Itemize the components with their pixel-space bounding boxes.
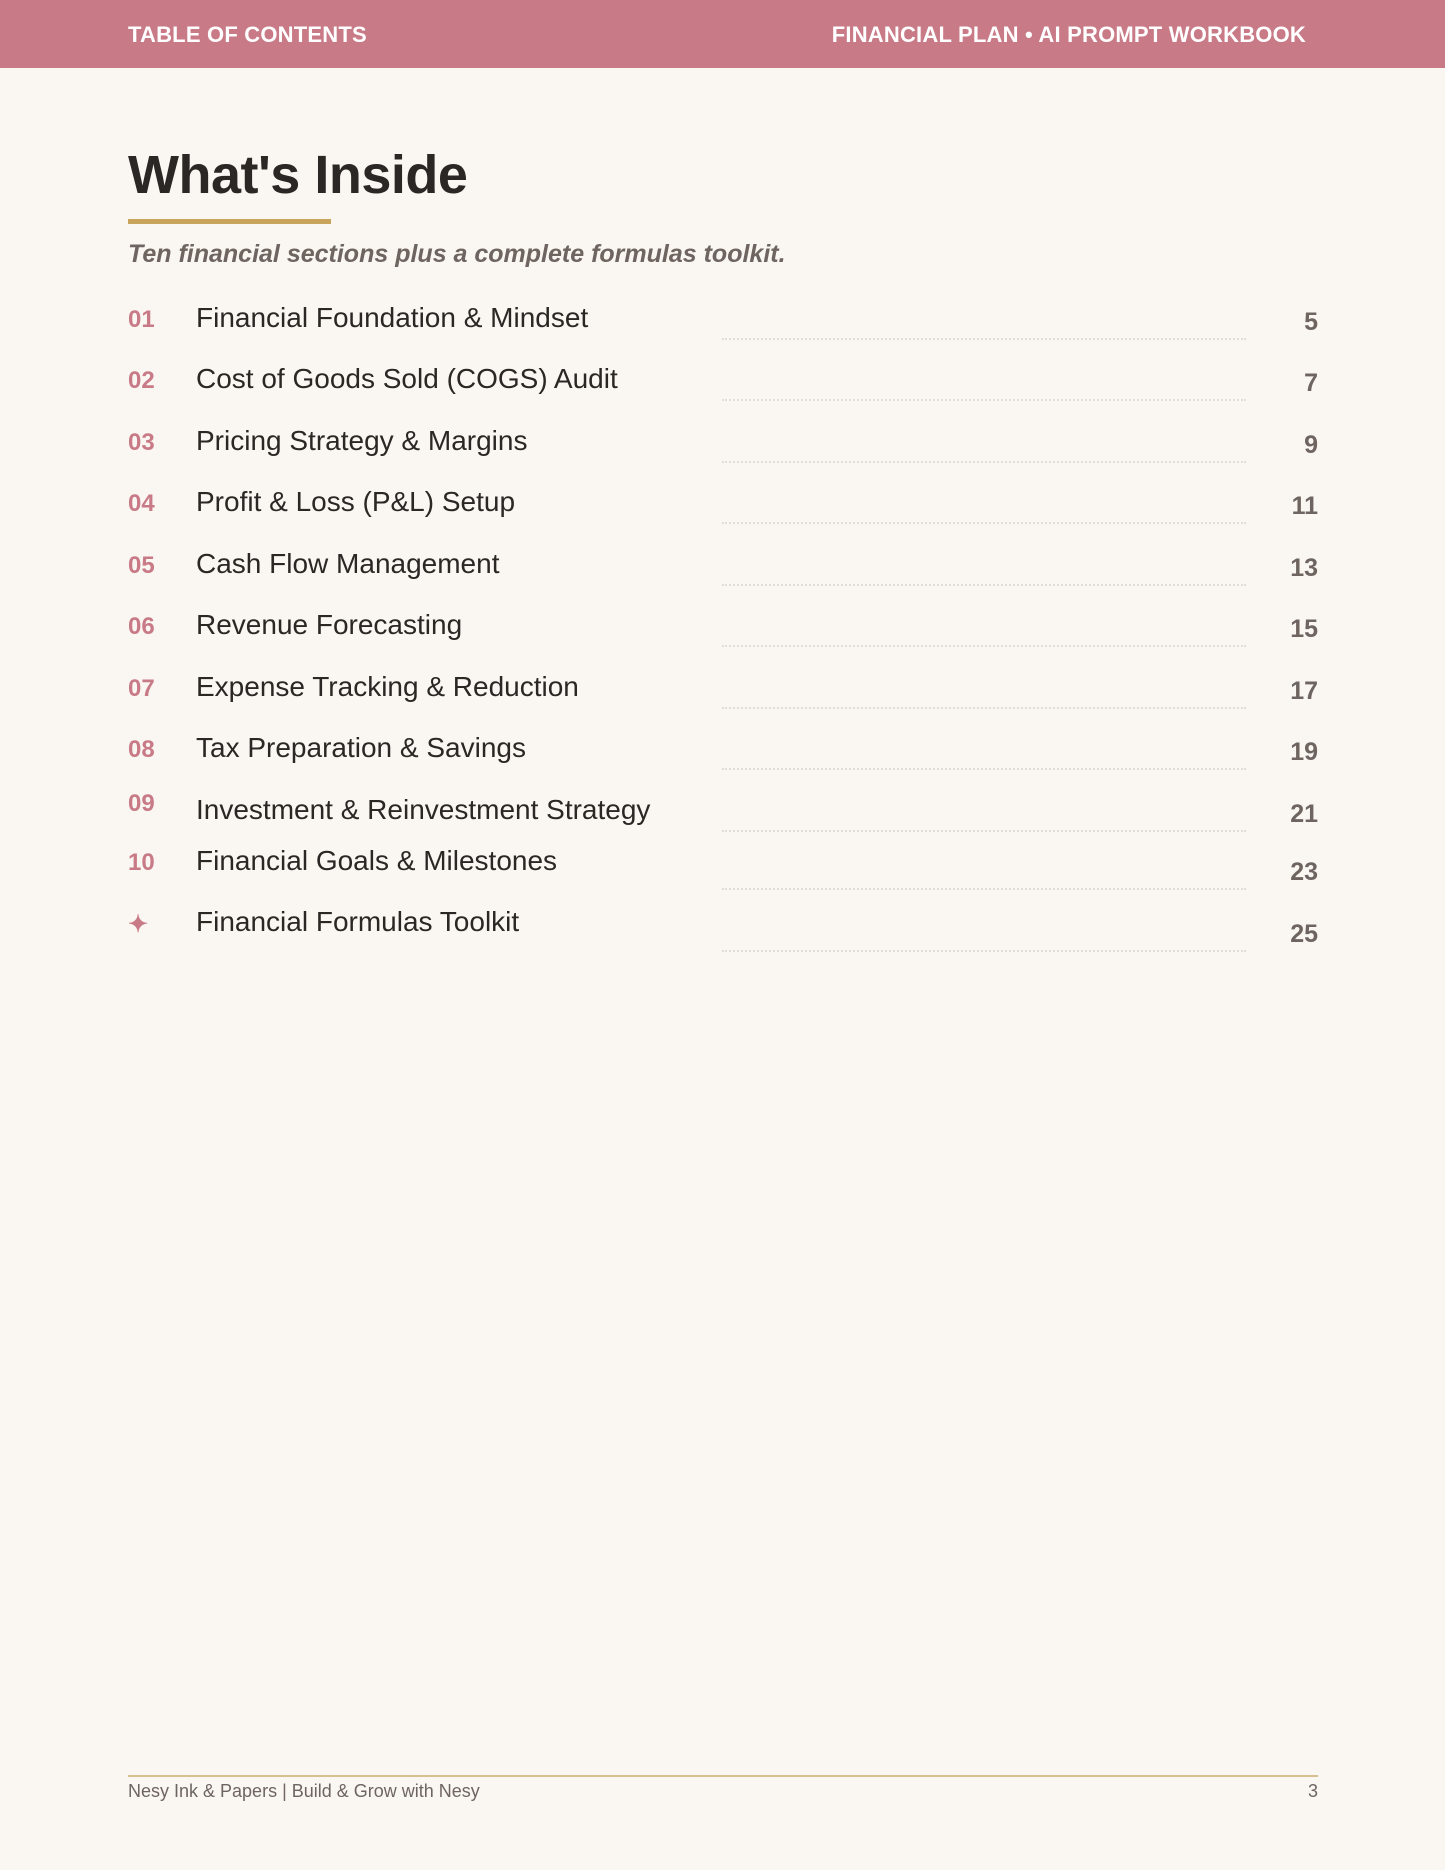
toc-entry-07[interactable] xyxy=(128,671,1318,721)
sparkle-icon: ✦ xyxy=(128,911,149,938)
dotted-leader xyxy=(722,707,1246,709)
toc-entry-number: 05 xyxy=(128,552,155,579)
toc-entry-title: Cost of Goods Sold (COGS) Audit xyxy=(196,363,618,394)
toc-entry-title: Financial Formulas Toolkit xyxy=(196,906,520,937)
toc-entry-number: 07 xyxy=(128,675,155,702)
toc-entry-number: 06 xyxy=(128,613,155,640)
toc-entry-page: 7 xyxy=(1304,369,1318,397)
toc-entry-number: 10 xyxy=(128,849,155,876)
toc-entry-title: Investment & Reinvestment Strategy xyxy=(196,794,651,825)
toc-entry-10[interactable] xyxy=(128,845,1318,895)
toc-entry-title: Tax Preparation & Savings xyxy=(196,732,526,763)
footer-page-number: 3 xyxy=(1307,1781,1318,1801)
toc-entry-page: 13 xyxy=(1290,554,1318,582)
toc-entry-number: 09 xyxy=(128,790,155,817)
toc-entry-number: 02 xyxy=(128,367,155,394)
dotted-leader xyxy=(722,888,1246,890)
dotted-leader xyxy=(722,768,1246,770)
toc-entry-toolkit[interactable] xyxy=(128,906,1318,956)
toc-entry-title: Revenue Forecasting xyxy=(196,609,463,640)
toc-entry-number: 04 xyxy=(128,490,155,517)
toc-entry-02[interactable] xyxy=(128,363,1318,413)
toc-entry-04[interactable] xyxy=(128,486,1318,536)
toc-entry-01[interactable] xyxy=(128,302,1318,352)
toc-entry-page: 5 xyxy=(1304,308,1318,336)
toc-entry-page: 19 xyxy=(1290,738,1318,766)
page-title: What's Inside xyxy=(128,145,468,205)
dotted-leader xyxy=(722,584,1246,586)
dotted-leader xyxy=(722,830,1246,832)
toc-entry-title: Expense Tracking & Reduction xyxy=(196,671,579,702)
dotted-leader xyxy=(722,950,1246,952)
toc-entry-title: Pricing Strategy & Margins xyxy=(196,425,528,456)
toc-entry-page: 25 xyxy=(1290,920,1318,948)
section-label: TABLE OF CONTENTS xyxy=(128,22,367,47)
toc-entry-page: 23 xyxy=(1290,858,1318,886)
toc-entry-page: 17 xyxy=(1290,677,1318,705)
toc-entry-05[interactable] xyxy=(128,548,1318,598)
toc-entry-title: Financial Goals & Milestones xyxy=(196,845,558,876)
page-subtitle: Ten financial sections plus a complete formulas toolkit. xyxy=(128,240,786,268)
toc-entry-title: Financial Foundation & Mindset xyxy=(196,302,589,333)
toc-entry-number: 01 xyxy=(128,306,155,333)
dotted-leader xyxy=(722,461,1246,463)
dotted-leader xyxy=(722,338,1246,340)
dotted-leader xyxy=(722,522,1246,524)
toc-entry-page: 9 xyxy=(1304,431,1318,459)
toc-entry-page: 11 xyxy=(1291,492,1318,520)
toc-entry-08[interactable] xyxy=(128,732,1318,782)
footer-brand: Nesy Ink & Papers | Build & Grow with Nesy xyxy=(128,1781,480,1801)
document-label: FINANCIAL PLAN • AI PROMPT WORKBOOK xyxy=(831,22,1306,47)
toc-entry-page: 21 xyxy=(1290,800,1318,828)
toc-entry-title: Profit & Loss (P&L) Setup xyxy=(196,486,516,517)
dotted-leader xyxy=(722,645,1246,647)
footer-divider xyxy=(128,1775,1318,1777)
toc-entry-03[interactable] xyxy=(128,425,1318,475)
title-underline xyxy=(128,219,331,224)
toc-entry-number: 03 xyxy=(128,429,155,456)
toc-entry-number: 08 xyxy=(128,736,155,763)
dotted-leader xyxy=(722,399,1246,401)
toc-entry-page: 15 xyxy=(1290,615,1318,643)
toc-entry-06[interactable] xyxy=(128,609,1318,659)
header-bar xyxy=(0,0,1445,68)
toc-entry-09[interactable] xyxy=(128,790,1318,844)
toc-entry-title: Cash Flow Management xyxy=(196,548,500,579)
